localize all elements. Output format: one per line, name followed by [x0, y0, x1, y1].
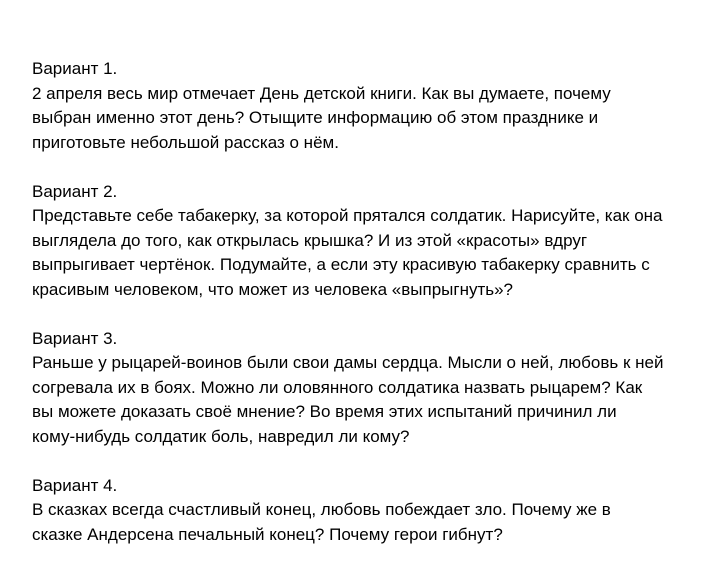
- variant-line: Представьте себе табакерку, за которой прятался солдатик. Нарисуйте, как она: [32, 206, 663, 225]
- variant-line: выпрыгивает чертёнок. Подумайте, а если эту красивую табакерку сравнить с: [32, 255, 650, 274]
- variant-1: [32, 57, 704, 155]
- variant-title: Вариант 1.: [32, 59, 118, 78]
- variant-line: приготовьте небольшой рассказ о нём.: [32, 132, 339, 152]
- variant-4: [32, 474, 704, 548]
- variant-line: кому-нибудь солдатик боль, навредил ли кому?: [32, 426, 410, 446]
- variant-line: согревала их в боях. Можно ли оловянного солдатика назвать рыцарем? Как: [32, 377, 643, 397]
- variant-line: 2 апреля весь мир отмечает День детской книги. Как вы думаете, почему: [32, 83, 611, 103]
- variant-title: Вариант 4.: [32, 475, 118, 495]
- variant-line: выглядела до того, как открылась крышка? И из этой «красоты» вдруг: [32, 230, 588, 250]
- assignment-text: [32, 57, 704, 572]
- variant-line: вы можете доказать своё мнение? Во время этих испытаний причинил ли: [32, 402, 617, 421]
- variant-line: красивым человеком, что может из человека «выпрыгнуть»?: [32, 279, 514, 299]
- variant-3: [32, 327, 704, 450]
- variant-2: [32, 180, 704, 303]
- variant-title: Вариант 2.: [32, 181, 118, 201]
- variant-line: выбран именно этот день? Отыщите информацию об этом празднике и: [32, 108, 599, 127]
- variant-line: сказке Андерсена печальный конец? Почему герои гибнут?: [32, 524, 503, 544]
- variant-title: Вариант 3.: [32, 328, 118, 348]
- variant-line: Раньше у рыцарей-воинов были свои дамы сердца. Мысли о ней, любовь к ней: [32, 353, 664, 372]
- variant-line: В сказках всегда счастливый конец, любовь побеждает зло. Почему же в: [32, 500, 611, 519]
